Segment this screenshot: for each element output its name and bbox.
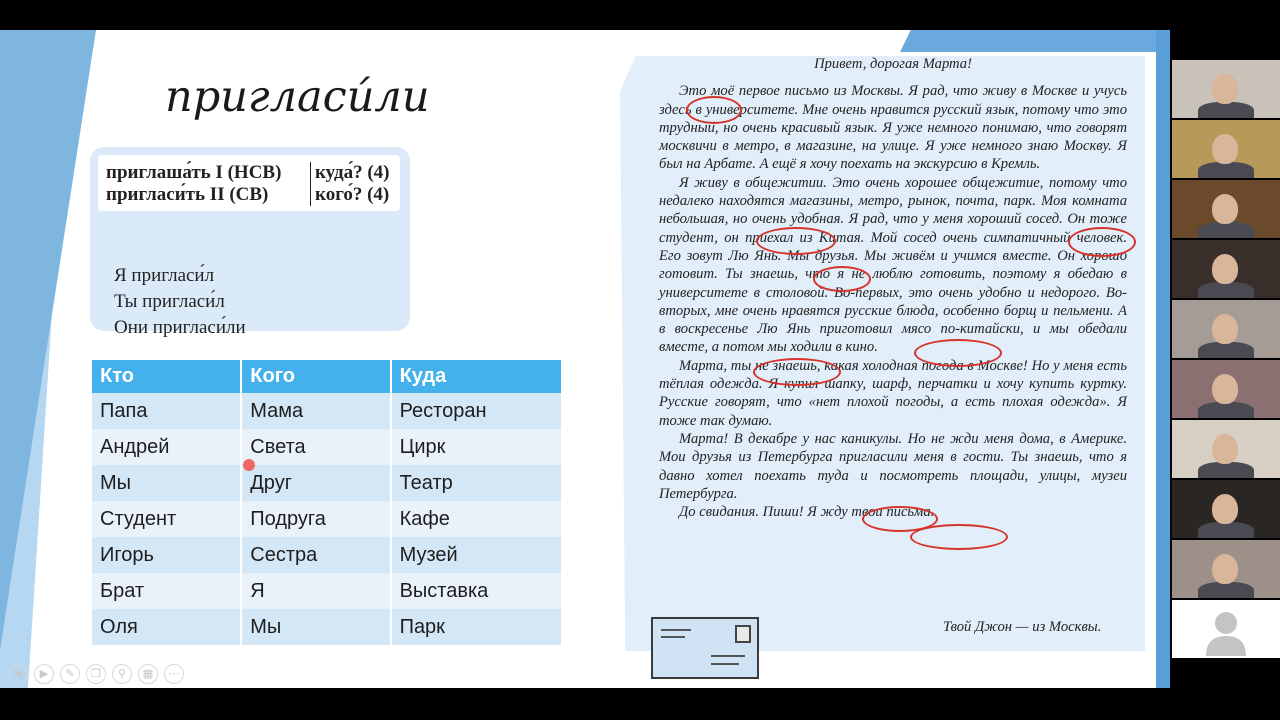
participant-video[interactable] bbox=[1172, 60, 1280, 118]
slide-decoration bbox=[900, 30, 1170, 52]
letter-paragraph: Я живу в общежитии. Это очень хорошее общежитие, потому что недалеко находятся магазины, метро, рынок, почта, парк. Моя комната небольшая, но очень удобная. Я рад, что у меня хороший сосед. Он тоже студент, он приехал из Китая. Мой сосед очень симпатичный человек. Его зовут Лю Янь. Мы друзья. Мы живём и учимся вместе. Он хорошо готовит. Ты знаешь, что я не люблю готовить, поэтому я обедаю в университете в столовой. Во-первых, это очень удобно и недорого. Во-вторых, мне очень нравятся русские блюда, особенно борщ и пельмени. А в воскресенье Лю Янь приготовил мясо по-китайски, и мы обедали вместе, а потом мы ходили в кино. bbox=[659, 174, 1127, 356]
laser-pointer bbox=[243, 459, 255, 471]
participant-video[interactable] bbox=[1172, 420, 1280, 478]
example-line: Я пригласи́л bbox=[114, 265, 215, 286]
letter-signature: Твой Джон — из Москвы. bbox=[943, 619, 1102, 635]
table-cell: Игорь bbox=[91, 537, 241, 573]
verb-examples bbox=[114, 263, 246, 341]
envelope-illustration bbox=[651, 617, 759, 679]
table-cell: Света bbox=[241, 429, 390, 465]
table-cell: Мы bbox=[241, 609, 390, 645]
next-icon[interactable]: ▶ bbox=[34, 664, 54, 684]
letter-text bbox=[659, 55, 1127, 521]
participant-head bbox=[1212, 194, 1238, 224]
avatar-icon bbox=[1200, 604, 1252, 656]
copy-icon[interactable]: ❐ bbox=[86, 664, 106, 684]
table-cell: Музей bbox=[391, 537, 561, 573]
participant-head bbox=[1212, 434, 1238, 464]
table-cell: Студент bbox=[91, 501, 241, 537]
participant-head bbox=[1212, 494, 1238, 524]
annotation-circle bbox=[686, 96, 742, 124]
participant-video[interactable] bbox=[1172, 360, 1280, 418]
table-cell: Ресторан bbox=[391, 393, 561, 429]
slide-decoration bbox=[1156, 30, 1170, 688]
table-row bbox=[91, 429, 561, 465]
table-cell: Брат bbox=[91, 573, 241, 609]
table-cell: Выставка bbox=[391, 573, 561, 609]
annotation-circle bbox=[1068, 227, 1136, 257]
participant-torso bbox=[1198, 522, 1254, 538]
participant-head bbox=[1212, 314, 1238, 344]
table-cell: Подруга bbox=[241, 501, 390, 537]
participant-video[interactable] bbox=[1172, 480, 1280, 538]
example-line: Они пригласи́ли bbox=[114, 317, 246, 338]
letter-paragraph: Это моё первое письмо из Москвы. Я рад, что живу в Москве и учусь здесь в университете. Мне очень нравится русский язык, потому что это трудный, но очень красивый язык. Я уже немного понимаю, что говорят москвичи в метро, в магазине, на улице. Я уже немного знаю Москву. Я был на Арбате. А ещё я хочу поехать на экскурсию в Кремль. bbox=[659, 83, 1127, 173]
participant-torso bbox=[1198, 162, 1254, 178]
participant-torso bbox=[1198, 222, 1254, 238]
participant-torso bbox=[1198, 582, 1254, 598]
column-header-whom: Кого bbox=[241, 360, 390, 393]
annotation-circle bbox=[914, 339, 1002, 367]
participant-video[interactable] bbox=[1172, 240, 1280, 298]
table-cell: Папа bbox=[91, 393, 241, 429]
participant-video[interactable] bbox=[1172, 120, 1280, 178]
letter-paragraph: До свидания. Пиши! Я жду твои письма. bbox=[679, 504, 935, 521]
table-cell: Мы bbox=[91, 465, 241, 501]
table-cell: Парк bbox=[391, 609, 561, 645]
table-cell: Оля bbox=[91, 609, 241, 645]
annotation-circle bbox=[813, 266, 871, 292]
verb-conjugation-card bbox=[98, 155, 400, 211]
participant-head bbox=[1212, 74, 1238, 104]
prev-icon[interactable]: ◀ bbox=[8, 664, 28, 684]
question-where: куда́? (4) bbox=[310, 162, 390, 184]
letter-paragraph: Марта! В декабре у нас каникулы. Но не жди меня дома, в Америке. Мои друзья из Петербурга пригласили меня в гости. Ты знаешь, что я давно хотел поехать туда и посмотреть площади, улицы, музеи Петербурга. bbox=[659, 430, 1127, 502]
letter-paragraph: Марта, ты не знаешь, какая холодная погода в Москве! Но у меня есть тёплая одежда. Я купил шапку, шарф, перчатки и хочу купить куртку. Русские говорят, что «нет плохой погоды, а есть плохая одежда». Я тоже так думаю. bbox=[659, 357, 1127, 429]
table-row bbox=[91, 609, 561, 645]
slide-title: пригласи́ли bbox=[165, 72, 430, 122]
table-cell: Цирк bbox=[391, 429, 561, 465]
participant-head bbox=[1212, 554, 1238, 584]
slide-toolbar bbox=[8, 664, 184, 684]
table-cell: Друг bbox=[241, 465, 390, 501]
participant-head bbox=[1212, 134, 1238, 164]
table-cell: Театр bbox=[391, 465, 561, 501]
column-header-who: Кто bbox=[91, 360, 241, 393]
participant-video[interactable] bbox=[1172, 540, 1280, 598]
perfective-form: пригласи́ть II (СВ) bbox=[106, 184, 269, 205]
letter-greeting: Привет, дорогая Марта! bbox=[814, 56, 972, 72]
participant-torso bbox=[1198, 282, 1254, 298]
table-header-row bbox=[91, 360, 561, 393]
table-cell: Я bbox=[241, 573, 390, 609]
table-row bbox=[91, 501, 561, 537]
table-row bbox=[91, 573, 561, 609]
annotation-circle bbox=[910, 524, 1008, 550]
table-cell: Сестра bbox=[241, 537, 390, 573]
participant-head bbox=[1212, 374, 1238, 404]
annotation-circle bbox=[753, 358, 841, 386]
presentation-slide bbox=[0, 30, 1170, 688]
imperfective-form: приглаша́ть I (НСВ) bbox=[106, 162, 282, 183]
more-icon[interactable]: ⋯ bbox=[164, 664, 184, 684]
table-row bbox=[91, 537, 561, 573]
column-header-where: Куда bbox=[391, 360, 561, 393]
table-row bbox=[91, 465, 561, 501]
zoom-icon[interactable]: ⚲ bbox=[112, 664, 132, 684]
stamp-icon bbox=[735, 625, 751, 643]
annotation-circle bbox=[756, 227, 836, 255]
pen-icon[interactable]: ✎ bbox=[60, 664, 80, 684]
participant-no-video[interactable] bbox=[1172, 600, 1280, 658]
participant-head bbox=[1212, 254, 1238, 284]
participant-video[interactable] bbox=[1172, 300, 1280, 358]
table-row bbox=[91, 393, 561, 429]
example-line: Ты пригласи́л bbox=[114, 291, 225, 312]
slides-icon[interactable]: ▦ bbox=[138, 664, 158, 684]
table-cell: Андрей bbox=[91, 429, 241, 465]
participant-torso bbox=[1198, 342, 1254, 358]
participant-torso bbox=[1198, 462, 1254, 478]
participant-torso bbox=[1198, 102, 1254, 118]
exercise-table bbox=[90, 360, 561, 645]
table-cell: Мама bbox=[241, 393, 390, 429]
slide-decoration bbox=[0, 30, 96, 650]
verb-forms-box bbox=[90, 147, 410, 338]
table-cell: Кафе bbox=[391, 501, 561, 537]
question-whom: кого́? (4) bbox=[310, 184, 389, 206]
participant-video[interactable] bbox=[1172, 180, 1280, 238]
participants-panel bbox=[1172, 60, 1280, 660]
participant-torso bbox=[1198, 402, 1254, 418]
